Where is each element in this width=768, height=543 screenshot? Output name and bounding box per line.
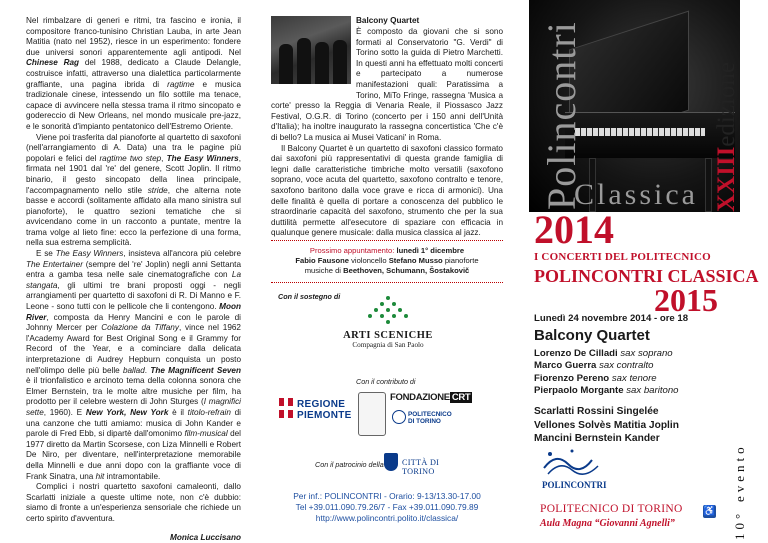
polito-circle-icon bbox=[392, 410, 406, 424]
quartet-bio-intro bbox=[356, 16, 503, 27]
member-item: Marco Guerra sax contralto bbox=[534, 360, 654, 372]
contributor-label: Con il contributo di bbox=[356, 377, 416, 386]
polincontri-wave-icon bbox=[542, 446, 602, 480]
quartet-bio-p2: Il Balcony Quartet è un quartetto di saxofoni classico formato dai saxofoni più rappresentativi di questa grande famiglia di legni dalle caratteristiche timbriche molto versatili (saxofono soprano, voce acuta del quartetto, saxofono contralto e tenore, saxofono baritono dalla voce grave e ricca di armonici). Una delle finalità è quella di portare a conoscenza del pubblico le straordinarie capacità del saxofono, strumento che per la sua duttilità permette all'esecutore di spaziare con efficacia in qualunque genere musicale: dalla musica classica al jazz. bbox=[271, 143, 503, 238]
quartet-bio-p1: È composto da giovani che si sono formati al Conservatorio "G. Verdi" di Torino sotto la guida di Pietro Marchetti. In questi anni ha effettuato molti concerti e partecipato a numerose manifestazioni quali: Paratissima a Torino, MiTo Fringe, rassegna 'Musica a corte' presso la Reggia di Venaria Reale, il Piossasco Jazz Festival, O.G.R. di Torino (concerto per i 150 anni dell'Unità d'Italia); ha inoltre inaugurato la rassegna concertistica 'Che c'è di bello? La musica ai Musei Vaticani' in Roma. bbox=[271, 27, 503, 142]
essay-signature: Monica Luccisano bbox=[170, 532, 241, 542]
poster-classica: Classica bbox=[574, 178, 698, 211]
accessibility-icon: ♿ bbox=[703, 506, 716, 517]
venue-institution: POLITECNICO DI TORINO bbox=[540, 503, 683, 515]
polito-seal-icon bbox=[358, 392, 386, 436]
program-line: Mancini Bernstein Kander bbox=[534, 433, 660, 445]
member-item: Lorenzo De Cilladi sax soprano bbox=[534, 348, 673, 359]
ensemble-name: Balcony Quartet bbox=[534, 327, 650, 344]
member-item: Pierpaolo Morgante sax baritono bbox=[534, 385, 679, 397]
program-line: Vellones Solvès Matitia Joplin bbox=[534, 419, 679, 431]
divider-top bbox=[271, 240, 503, 241]
arti-dots-icon bbox=[368, 296, 408, 326]
venue-hall: Aula Magna “Giovanni Agnelli” bbox=[540, 518, 675, 529]
essay-paragraph-2: Viene poi trasferita dal pianoforte al quartetto di saxofoni (nell'arrangiamento di A. Data) una tra le pagine più popolari e felici del ragtime two step, The Easy Winners, firmata nel 1901 dal 're' del genere, Scott Joplin. Il ritmo binario, il gesto sincopato della linea principale, l'accompagnamento nello stile stride, che alterna note basse e accordi (solitamente affidato alla mano sinistra sul pianoforte), le quattro sezioni tematiche che si avvicendano come in un racconto a puntate, mentre la trama volge al lieto fine: ecco la perfezione di una forma, nella sua estrema semplicità. bbox=[26, 132, 241, 248]
appt-label: Prossimo appuntamento: bbox=[309, 246, 395, 255]
regione-piemonte-logo: REGIONE PIEMONTE bbox=[279, 390, 353, 440]
program-line: Scarlatti Rossini Singelée bbox=[534, 406, 659, 417]
vertical-title-polincontri: Polincontri bbox=[539, 21, 584, 210]
program-list bbox=[534, 405, 679, 446]
fondazione-crt-logo: FONDAZIONE CRT bbox=[390, 392, 471, 403]
series-title: POLINCONTRI CLASSICA bbox=[534, 266, 759, 286]
member-list bbox=[534, 348, 679, 398]
essay-paragraph-1: Nel rimbalzare di generi e ritmi, tra fascino e ironia, il compositore franco-tunisino Christian Lauba, in arte Jean Matitia (nato nel 1952), riesce in un esperimento: fondere due universi sonori apparentemente agli antipodi. Nel Chinese Rag del 1988, dedicato a Claude Delangle, costruisce infatti, attraverso una dialettica particolarmente graffiante, una pagina ibrida di ragtime e musica tradizionale cinese, intessendo un filo sottile ma tenace, capace di avvincere nella stessa trama il ritmo sincopato e godereccio di New Orleans, nel mondo musicale pre-jazz, e le sonorità d'impianto pentatonico dell'Estremo Oriente. bbox=[26, 16, 241, 131]
torino-crest-icon bbox=[384, 453, 398, 471]
contact-info: Per inf.: POLINCONTRI - Orario: 9-13/13.30-17.00 Tel +39.011.090.79.26/7 - Fax +39.011.090.79.89 http://www.polincontri.polito.it/classica/ bbox=[271, 491, 503, 524]
concert-date: Lunedì 24 novembre 2014 - ore 18 bbox=[534, 313, 689, 324]
polincontri-logo: POLINCONTRI bbox=[542, 446, 632, 496]
citta-di-torino-logo: CITTÀ DI TORINO bbox=[384, 453, 456, 473]
quartet-bio-flow bbox=[271, 27, 503, 239]
essay-paragraph-4: Complici i nostri quartetto saxofoni camaleonti, dallo Scarlatti iniziale a queste ultime note, non c'è dubbio: siamo di fronte a un'esperienza sensoriale che richiede un certo spirito d'avventura. bbox=[26, 482, 241, 523]
vertical-event-number: 10° evento bbox=[732, 443, 747, 540]
piemonte-flag-icon bbox=[279, 398, 293, 418]
vertical-edition: XXIIIedizione bbox=[713, 62, 740, 212]
year-start: 2014 bbox=[534, 207, 614, 252]
arti-sceniche-logo: ARTI SCENICHE Compagnia di San Paolo bbox=[328, 296, 448, 349]
website-link[interactable]: http://www.polincontri.polito.it/classica/ bbox=[315, 513, 459, 523]
divider-bottom bbox=[271, 282, 503, 283]
essay-paragraph-3: E se The Easy Winners, insisteva all'ancora più celebre The Entertainer (sempre del 're' Joplin) negli anni Settanta entra a gamba tesa nelle sale cinematografiche con La stangata, gli ultimi tre brani proposti oggi - negli arrangiamenti per quartetto di saxofoni di R. Di Manno e F. Leone - sono tutti con le pellicole che li contengono. Moon River, composta da Henry Mancini e con le parole di Johnny Mercer per Colazione da Tiffany, vince nel 1962 l'Academy Award for Best Original Song e il Grammy for Record of the Year, e a cominciare dalla delicata interpretazione di Audrey Hepburn conquista un posto nell'olimpo delle più belle ballad. The Magnificent Seven è il trionfalistico e arcinoto tema della colonna sonora che Elmer Bernstein, tra le molte altre musiche per film, ha prodotto per il celebre western di John Sturges (I magnifici sette, 1960). E New York, New York è il titolo-refrain di una canzone che tutti amiamo: musica di John Kander e parole di Fred Ebb, si dipartè dall'omonimo film-musical del 1977 diretto da Martin Scorsese, con Liza Minnelli e Robert De Niro, per diventare, nell'interpretazione memorabile della Minnelli e due anni dopo con la graffiante voce di Frank Sinatra, una hit intramontabile. bbox=[26, 249, 242, 481]
sponsor-label: Con il sostegno di bbox=[278, 292, 341, 301]
series-subtitle: I CONCERTI DEL POLITECNICO bbox=[534, 251, 711, 263]
essay-column bbox=[26, 16, 241, 543]
patronage-label: Con il patrocinio della bbox=[315, 460, 384, 469]
quartet-bio-title: Balcony Quartet bbox=[356, 16, 420, 25]
appt-date: lunedì 1° dicembre bbox=[396, 246, 465, 255]
next-appointment: Prossimo appuntamento: lunedì 1° dicembre Fabio Fausone violoncello Stefano Musso pianoforte musiche di Beethoven, Schumann, Šostakovič bbox=[295, 246, 479, 276]
year-end: 2015 bbox=[654, 282, 718, 318]
member-item: Fiorenzo Pereno sax tenore bbox=[534, 372, 657, 384]
